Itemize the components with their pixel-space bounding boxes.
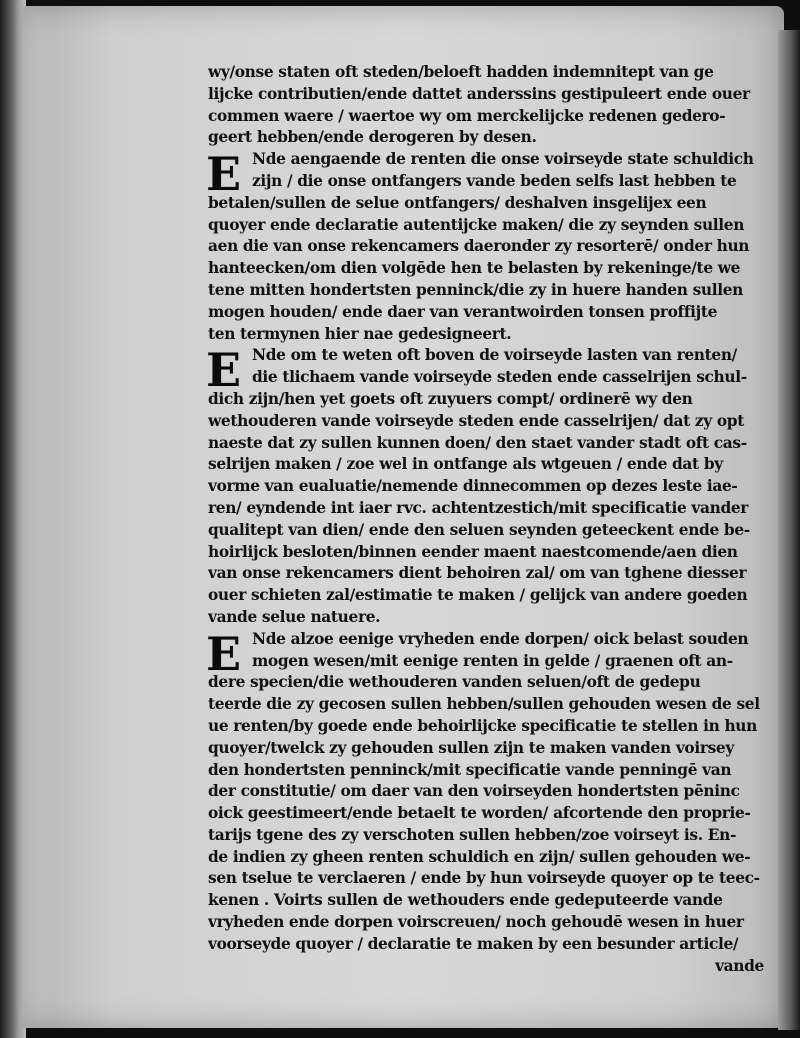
text-line: die tlichaem vande voirseyde steden ende casselrijen schul- [252,368,747,387]
text-line: mogen houden/ ende daer van verantwoirden tonsen proffijte [208,302,718,321]
text-line: zijn / die onse ontfangers vande beden selfs last hebben te [252,171,737,190]
text-line: hanteecken/om dien volgēde hen te belasten by rekeninge/te we [208,259,741,278]
text-line: naeste dat zy sullen kunnen doen/ den staet vander stadt oft cas- [208,433,747,452]
paragraph-2 [208,149,764,345]
text-line: quoyer ende declaratie autentijcke maken/ die zy seynden sullen [208,215,745,234]
text-line: hoirlijck besloten/binnen eender maent naestcomende/aen dien [208,542,738,561]
text-line: qualitept van dien/ ende den seluen seynden geteeckent ende be- [208,520,750,539]
text-line: tarijs tgene des zy verschoten sullen hebben/zoe voirseyt is. En- [208,825,736,844]
text-line: dere specien/die wethouderen vanden seluen/oft de gedepu [208,673,701,692]
text-line: wethouderen vande voirseyde steden ende casselrijen/ dat zy opt [208,411,744,430]
text-line: oick geestimeert/ende betaelt te worden/ afcortende den proprie- [208,804,751,823]
text-line: wy/onse staten oft steden/beloeft hadden indemnitept van ge [208,63,714,81]
paragraph-1 [208,62,764,149]
text-line: betalen/sullen de selue ontfangers/ deshalven insgelijex een [208,193,707,212]
text-line: dich zijn/hen yet goets oft zuyuers compt/ ordinerē wy den [208,389,693,408]
text-line: Nde aengaende de renten die onse voirseyde state schuldich [252,150,754,169]
text-line: ouer schieten zal/estimatie te maken / gelijck van andere goeden [208,586,748,605]
text-line: Nde alzoe eenige vryheden ende dorpen/ oick belast souden [252,629,749,648]
text-line: teerde die zy gecosen sullen hebben/sullen gehouden wesen de sel [208,695,760,714]
text-line: kenen . Voirts sullen de wethouders ende gedeputeerde vande [208,891,723,910]
text-line: voorseyde quoyer / declaratie te maken by een besunder article/ [208,934,739,953]
catchword: vande [715,956,764,975]
text-line: ue renten/by goede ende behoirlijcke specificatie te stellen in hun [208,716,757,735]
text-line: vande selue natuere. [208,607,381,626]
facing-page-edge [778,30,800,1030]
text-line: selrijen maken / zoe wel in ontfange als wtgeuen / ende dat by [208,455,723,474]
drop-cap-initial: E [206,626,242,681]
text-line: sen tselue te verclaeren / ende by hun voirseyde quoyer op te teec- [208,869,760,888]
paragraph-3 [208,345,764,628]
text-line: aen die van onse rekencamers daeronder zy resorterē/ onder hun [208,237,750,256]
text-line: vorme van eualuatie/nemende dinnecommen op dezes leste iae- [208,477,738,496]
drop-cap-initial: E [206,147,242,202]
text-line: ten termynen hier nae gedesigneert. [208,324,512,343]
text-line: der constitutie/ om daer van den voirseyden hondertsten pēninc [208,782,740,801]
text-line: Nde om te weten oft boven de voirseyde lasten van renten/ [252,346,737,365]
text-line: vryheden ende dorpen voirscreuen/ noch gehoudē wesen in huer [208,913,744,932]
text-line: den hondertsten penninck/mit specificatie vande penningē van [208,760,732,779]
text-line: commen waere / waertoe wy om merckelijcke redenen gedero- [208,106,726,125]
text-line: mogen wesen/mit eenige renten in gelde / graenen oft an- [252,651,733,670]
text-line: van onse rekencamers dient behoiren zal/ om van tghene diesser [208,564,747,583]
paragraph-4 [206,626,764,978]
text-line: tene mitten hondertsten penninck/die zy in huere handen sullen [208,280,743,299]
text-line: ren/ eyndende int iaer rvc. achtentzestich/mit specificatie vander [208,498,749,517]
text-line: de indien zy gheen renten schuldich en zijn/ sullen gehouden we- [208,847,751,866]
page-text [208,62,764,977]
text-line: quoyer/twelck zy gehouden sullen zijn te maken vanden voirsey [208,738,734,757]
text-line: geert hebben/ende derogeren by desen. [208,128,537,147]
text-line: lijcke contributien/ende dattet anderssins gestipuleert ende ouer [208,84,750,103]
drop-cap-initial: E [206,343,242,398]
